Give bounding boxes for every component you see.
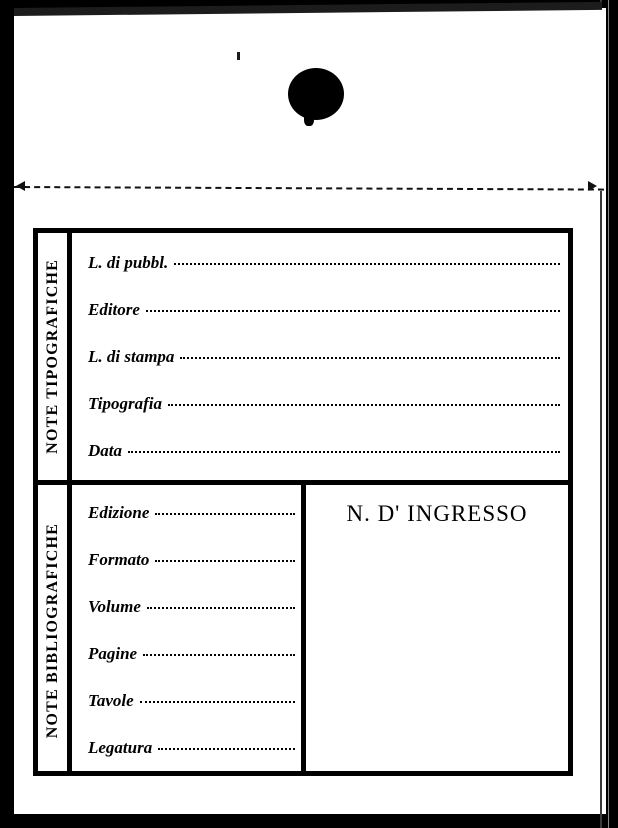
field-dotted-line[interactable] [174,262,560,265]
vertical-label-text: NOTE BIBLIOGRAFICHE [43,522,61,739]
vertical-label-note-tipografiche [38,233,70,480]
ingresso-box[interactable] [306,485,568,776]
field-label: Editore [88,299,140,319]
punch-hole-icon [288,68,344,120]
field-dotted-line[interactable] [158,747,295,750]
field-volume[interactable] [88,597,295,617]
field-dotted-line[interactable] [128,450,560,453]
ingresso-title: N. D' INGRESSO [346,501,528,526]
field-label: L. di stampa [88,346,175,366]
field-l-di-stampa[interactable] [88,347,560,367]
field-editore[interactable] [88,300,560,320]
field-edizione[interactable] [88,503,295,523]
field-label: Data [88,440,122,460]
field-data[interactable] [88,441,560,461]
field-dotted-line[interactable] [155,512,295,515]
section-note-tipografiche [38,233,568,485]
field-dotted-line[interactable] [155,559,295,562]
field-label: L. di pubbl. [88,252,169,272]
field-legatura[interactable] [88,738,295,758]
section-note-bibliografiche [38,485,568,776]
field-dotted-line[interactable] [147,606,295,609]
field-label: Legatura [88,738,153,758]
fold-arrow-left-icon [16,181,25,191]
field-dotted-line[interactable] [146,309,560,312]
fields-note-tipografiche [74,233,568,480]
field-pagine[interactable] [88,644,295,664]
field-label: Tipografia [88,393,162,413]
sheet-edge-line-faint [608,0,609,828]
field-tavole[interactable] [88,691,295,711]
catalog-form [33,228,573,776]
vertical-label-note-bibliografiche [38,485,70,776]
field-dotted-line[interactable] [140,700,295,703]
vertical-label-text: NOTE TIPOGRAFICHE [43,259,61,454]
field-label: Formato [88,549,150,569]
field-label: Pagine [88,644,138,664]
fields-note-bibliografiche [74,485,306,776]
ink-speck [237,52,240,60]
field-formato[interactable] [88,550,295,570]
field-label: Tavole [88,691,134,711]
fold-arrow-right-icon [588,181,597,191]
field-label: Volume [88,596,141,616]
field-label: Edizione [88,502,150,522]
field-dotted-line[interactable] [168,403,560,406]
scan-border-bottom [0,814,618,828]
field-dotted-line[interactable] [143,653,295,656]
punch-hole-ink-mark [304,112,314,126]
field-l-di-pubbl[interactable] [88,253,560,273]
scan-border-left [0,0,14,828]
field-dotted-line[interactable] [180,356,560,359]
field-tipografia[interactable] [88,394,560,414]
